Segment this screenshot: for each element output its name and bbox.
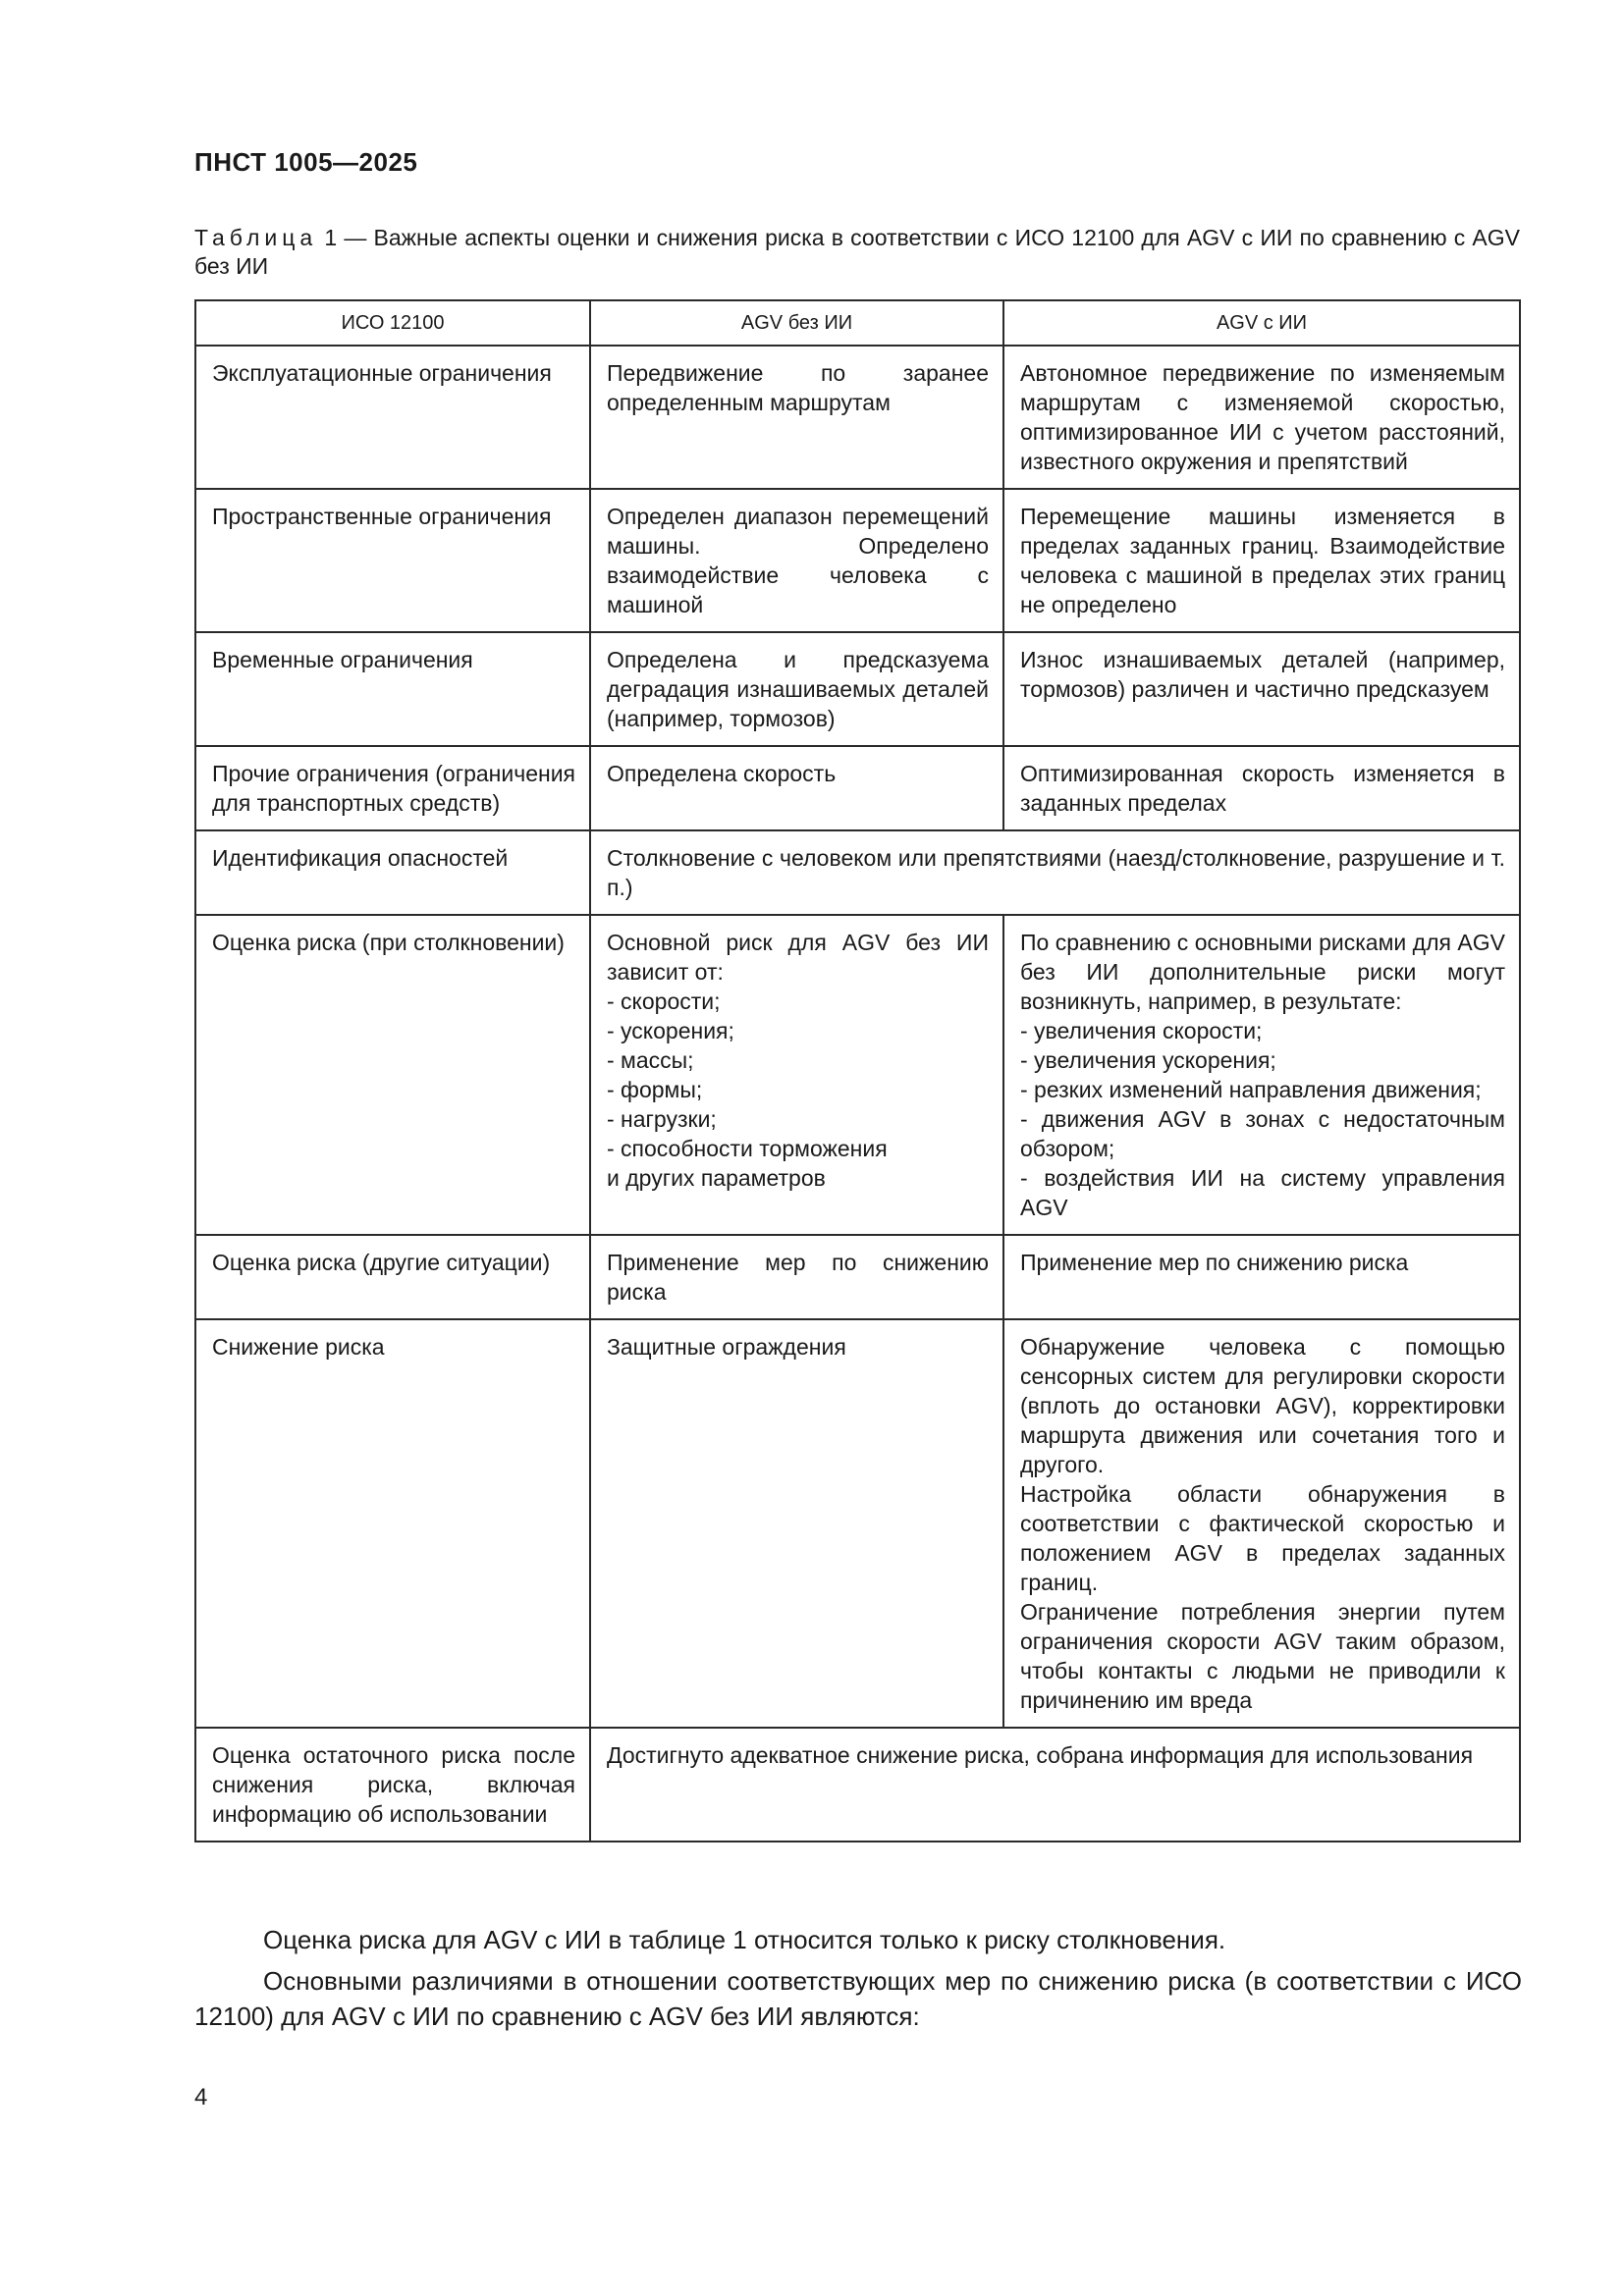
row-aspect: Прочие ограничения (ограничения для транспортных средств) <box>195 746 590 830</box>
row-agv-without-ai: Определена и предсказуема деградация изнашиваемых деталей (например, тормозов) <box>590 632 1003 746</box>
table-row <box>195 1235 1520 1319</box>
row-agv-with-ai: Автономное передвижение по изменяемым маршрутам с изменяемой скоростью, оптимизированное ИИ с учетом расстояний, известного окружения и препятствий <box>1003 346 1520 489</box>
row-agv-with-ai: Износ изнашиваемых деталей (например, тормозов) различен и частично предсказуем <box>1003 632 1520 746</box>
table-row <box>195 830 1520 915</box>
table-row <box>195 1319 1520 1728</box>
row-aspect: Идентификация опасностей <box>195 830 590 915</box>
row-agv-with-ai: Применение мер по снижению риска <box>1003 1235 1520 1319</box>
row-aspect: Оценка риска (при столкновении) <box>195 915 590 1235</box>
row-aspect: Оценка остаточного риска после снижения риска, включая информацию об использовании <box>195 1728 590 1842</box>
table-row <box>195 489 1520 632</box>
row-agv-without-ai: Основной риск для AGV без ИИ зависит от: - скорости; - ускорения; - массы; - формы; - нагрузки; - способности торможения и других параметров <box>590 915 1003 1235</box>
row-agv-with-ai: По сравнению с основными рисками для AGV без ИИ дополнительные риски могут возникнуть, например, в результате: - увеличения скорости; - увеличения ускорения; - резких изменений направления движения; - движения AGV в зонах с недостаточным обзором; - воздействия ИИ на систему управления AGV <box>1003 915 1520 1235</box>
column-header-agv-with-ai: AGV с ИИ <box>1003 300 1520 346</box>
row-agv-without-ai: Определена скорость <box>590 746 1003 830</box>
row-agv-with-ai: Перемещение машины изменяется в пределах заданных границ. Взаимодействие человека с машиной в пределах этих границ не определено <box>1003 489 1520 632</box>
row-aspect: Снижение риска <box>195 1319 590 1728</box>
body-text <box>194 1922 1522 2040</box>
table-caption <box>194 224 1520 281</box>
page-number: 4 <box>194 2084 208 2110</box>
table-caption-text: 1 — Важные аспекты оценки и снижения риска в соответствии с ИСО 12100 для AGV с ИИ по сравнению с AGV без ИИ <box>194 225 1521 279</box>
row-agv-with-ai: Оптимизированная скорость изменяется в заданных пределах <box>1003 746 1520 830</box>
table-row <box>195 1728 1520 1842</box>
table-header-row <box>195 300 1520 346</box>
row-agv-with-ai: Обнаружение человека с помощью сенсорных систем для регулировки скорости (вплоть до остановки AGV), корректировки маршрута движения или сочетания того и другого. Настройка области обнаружения в соответствии с фактической скоростью и положением AGV в пределах заданных границ. Ограничение потребления энергии путем ограничения скорости AGV таким образом, чтобы контакты с людьми не приводили к причинению им вреда <box>1003 1319 1520 1728</box>
row-aspect: Пространственные ограничения <box>195 489 590 632</box>
row-agv-without-ai: Передвижение по заранее определенным маршрутам <box>590 346 1003 489</box>
paragraph: Оценка риска для AGV с ИИ в таблице 1 относится только к риску столкновения. <box>263 1925 1226 1954</box>
table-row <box>195 915 1520 1235</box>
table-row <box>195 746 1520 830</box>
row-agv-without-ai: Защитные ограждения <box>590 1319 1003 1728</box>
row-merged-cell: Достигнуто адекватное снижение риска, собрана информация для использования <box>590 1728 1520 1842</box>
row-merged-cell: Столкновение с человеком или препятствиями (наезд/столкновение, разрушение и т. п.) <box>590 830 1520 915</box>
risk-comparison-table <box>194 299 1521 1842</box>
row-aspect: Оценка риска (другие ситуации) <box>195 1235 590 1319</box>
row-agv-without-ai: Применение мер по снижению риска <box>590 1235 1003 1319</box>
row-aspect: Эксплуатационные ограничения <box>195 346 590 489</box>
row-agv-without-ai: Определен диапазон перемещений машины. Определено взаимодействие человека с машиной <box>590 489 1003 632</box>
table-row <box>195 346 1520 489</box>
row-aspect: Временные ограничения <box>195 632 590 746</box>
table-caption-prefix: Таблица <box>194 225 318 250</box>
table-row <box>195 632 1520 746</box>
column-header-agv-without-ai: AGV без ИИ <box>590 300 1003 346</box>
document-header: ПНСТ 1005—2025 <box>194 147 418 177</box>
column-header-iso: ИСО 12100 <box>195 300 590 346</box>
paragraph: Основными различиями в отношении соответствующих мер по снижению риска (в соответствии с ИСО 12100) для AGV с ИИ по сравнению с AGV без ИИ являются: <box>194 1966 1522 2031</box>
